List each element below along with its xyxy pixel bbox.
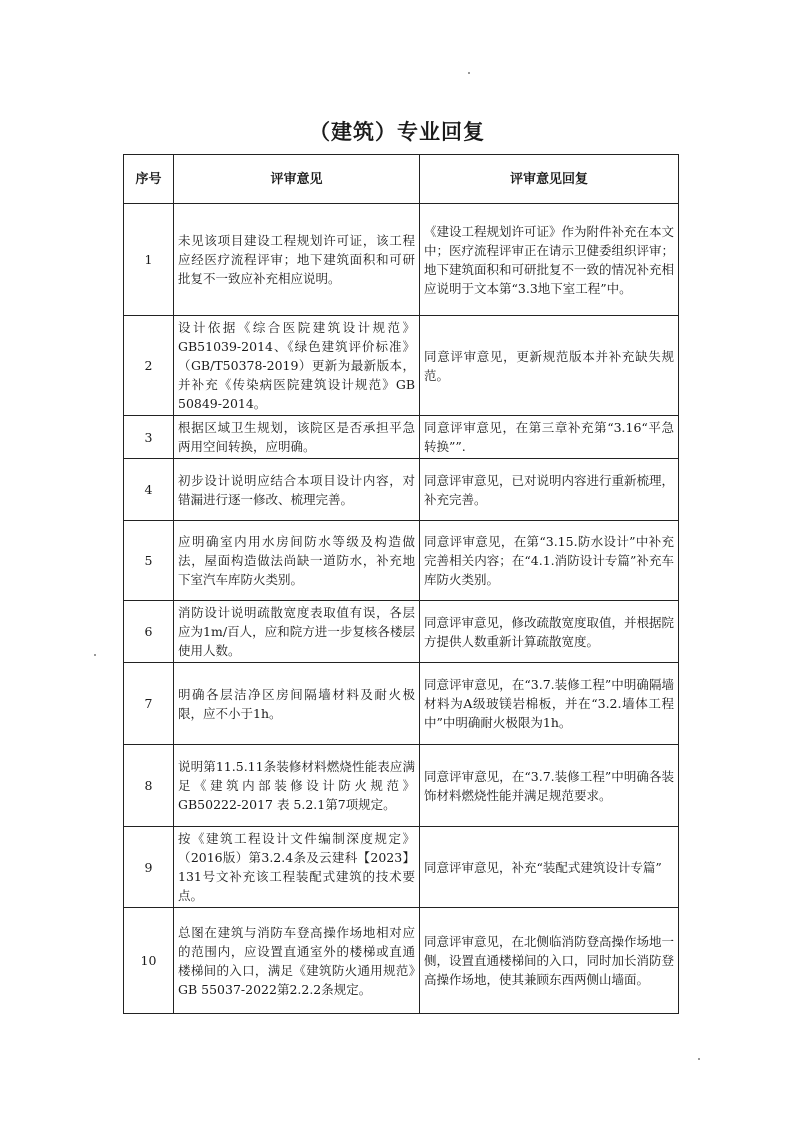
header-number: 序号 (124, 155, 174, 204)
scan-speck (94, 654, 96, 656)
row-opinion: 初步设计说明应结合本项目设计内容，对错漏进行逐一修改、梳理完善。 (174, 459, 420, 521)
row-reply: 同意评审意见，补充“装配式建筑设计专篇” (420, 827, 679, 908)
table-row (124, 663, 679, 745)
row-opinion: 消防设计说明疏散宽度表取值有误，各层应为1m/百人，应和院方进一步复核各楼层使用人数。 (174, 601, 420, 663)
row-number: 2 (124, 316, 174, 416)
table-row (124, 827, 679, 908)
table-row (124, 745, 679, 827)
header-reply: 评审意见回复 (420, 155, 679, 204)
row-reply: 同意评审意见，更新规范版本并补充缺失规范。 (420, 316, 679, 416)
row-opinion: 说明第11.5.11条装修材料燃烧性能表应满足《建筑内部装修设计防火规范》GB50222-2017 表 5.2.1第7项规定。 (174, 745, 420, 827)
table-row (124, 316, 679, 416)
row-opinion: 设计依据《综合医院建筑设计规范》GB51039-2014、《绿色建筑评价标准》（GB/T50378-2019）更新为最新版本，并补充《传染病医院建筑设计规范》GB 50849-2014。 (174, 316, 420, 416)
row-number: 8 (124, 745, 174, 827)
table-row (124, 204, 679, 316)
row-number: 4 (124, 459, 174, 521)
review-table (123, 154, 679, 1014)
row-opinion: 应明确室内用水房间防水等级及构造做法，屋面构造做法尚缺一道防水，补充地下室汽车库防火类别。 (174, 521, 420, 601)
table-header-row (124, 155, 679, 204)
table-row (124, 416, 679, 459)
row-reply: 同意评审意见，在第三章补充第“3.16“平急转换””. (420, 416, 679, 459)
row-number: 1 (124, 204, 174, 316)
row-number: 9 (124, 827, 174, 908)
row-reply: 《建设工程规划许可证》作为附件补充在本文中；医疗流程评审正在请示卫健委组织评审；地下建筑面积和可研批复不一致的情况补充相应说明于文本第“3.3地下室工程”中。 (420, 204, 679, 316)
table-row (124, 601, 679, 663)
scan-speck (698, 1058, 700, 1060)
row-number: 6 (124, 601, 174, 663)
row-opinion: 按《建筑工程设计文件编制深度规定》（2016版）第3.2.4条及云建科【2023】131号文补充该工程装配式建筑的技术要点。 (174, 827, 420, 908)
row-reply: 同意评审意见，修改疏散宽度取值，并根据院方提供人数重新计算疏散宽度。 (420, 601, 679, 663)
row-opinion: 根据区域卫生规划，该院区是否承担平急两用空间转换，应明确。 (174, 416, 420, 459)
row-number: 3 (124, 416, 174, 459)
table-row (124, 908, 679, 1014)
page-title: （建筑）专业回复 (309, 120, 485, 144)
table-row (124, 459, 679, 521)
header-opinion: 评审意见 (174, 155, 420, 204)
row-number: 5 (124, 521, 174, 601)
row-reply: 同意评审意见，在“3.7.装修工程”中明确隔墙材料为A级玻镁岩棉板，并在“3.2.墙体工程中”中明确耐火极限为1h。 (420, 663, 679, 745)
row-reply: 同意评审意见，在北侧临消防登高操作场地一侧，设置直通楼梯间的入口，同时加长消防登高操作场地，使其兼顾东西两侧山墙面。 (420, 908, 679, 1014)
row-opinion: 总图在建筑与消防车登高操作场地相对应的范围内，应设置直通室外的楼梯或直通楼梯间的入口，满足《建筑防火通用规范》GB 55037-2022第2.2.2条规定。 (174, 908, 420, 1014)
row-number: 7 (124, 663, 174, 745)
row-opinion: 未见该项目建设工程规划许可证，该工程应经医疗流程评审；地下建筑面积和可研批复不一致应补充相应说明。 (174, 204, 420, 316)
scan-speck (468, 72, 470, 74)
table-row (124, 521, 679, 601)
row-reply: 同意评审意见，在“3.7.装修工程”中明确各装饰材料燃烧性能并满足规范要求。 (420, 745, 679, 827)
row-reply: 同意评审意见，在第“3.15.防水设计”中补充完善相关内容；在“4.1.消防设计专篇”补充车库防火类别。 (420, 521, 679, 601)
row-reply: 同意评审意见，已对说明内容进行重新梳理，补充完善。 (420, 459, 679, 521)
row-opinion: 明确各层洁净区房间隔墙材料及耐火极限，应不小于1h。 (174, 663, 420, 745)
row-number: 10 (124, 908, 174, 1014)
